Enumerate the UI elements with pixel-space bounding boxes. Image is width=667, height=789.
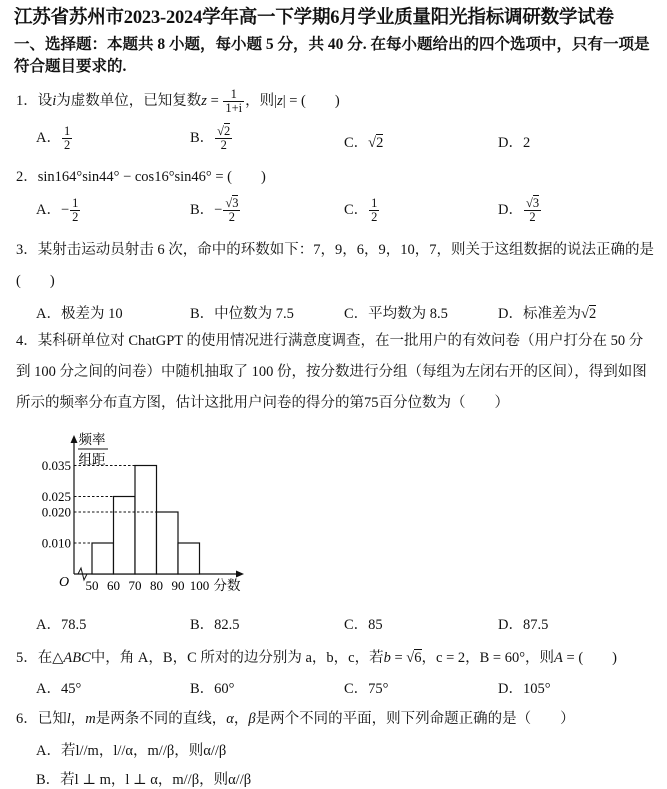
q1-option-b[interactable]: B． $\frac{√2}{2}$ (190, 124, 231, 152)
q1-option-c[interactable]: C．√2 (344, 135, 384, 151)
histogram-bar (92, 543, 114, 574)
question-5-stem: 5．在△ABC中，角 A，B，C 所对的边分别为 a，b，c，若b = √6，c = 2，B = 60°，则A = ( ) (16, 650, 617, 666)
question-2-stem: 2．sin164°sin44° − cos16°sin46° = ( ) (16, 169, 266, 185)
q3-option-b[interactable]: B．中位数为 7.5 (190, 306, 294, 322)
question-3-paren: ( ) (16, 273, 55, 289)
frequency-histogram (30, 428, 260, 603)
q1-option-d[interactable]: D．2 (498, 135, 531, 151)
x-axis-arrow (236, 571, 244, 578)
question-1-stem: 1．设i为虚数单位，已知复数z = $\frac{1}{1+i}$ ，则|z| = ( ) (16, 87, 340, 115)
y-tick-label: 0.010 (41, 535, 71, 551)
histogram-bar (157, 512, 179, 574)
y-label-top: 频率 (78, 432, 106, 447)
q4-option-b[interactable]: B．82.5 (190, 617, 240, 633)
x-tick-label: 100 (189, 578, 210, 593)
y-tick-label: 0.020 (41, 504, 71, 520)
q5-option-a[interactable]: A．45° (36, 681, 82, 697)
q6-option-b[interactable]: B．若l ⊥ m，l ⊥ α，m//β，则α//β (36, 772, 252, 788)
x-tick-label: 50 (85, 578, 99, 593)
page-title: 江苏省苏州市2023-2024学年高一下学期6月学业质量阳光指标调研数学试卷 (14, 8, 614, 28)
y-label-bottom: 组距 (78, 452, 106, 467)
q4-option-a[interactable]: A．78.5 (36, 617, 87, 633)
section-heading: 一、选择题：本题共 8 小题，每小题 5 分，共 40 分. 在每小题给出的四个选项中，只有一项是符合题目要求的. (14, 36, 650, 75)
q3-option-d[interactable]: D．标准差为√2 (498, 306, 597, 322)
q2-option-b[interactable]: B．− $\frac{√3}{2}$ (190, 196, 239, 224)
q5-option-b[interactable]: B．60° (190, 681, 235, 697)
q4-option-c[interactable]: C．85 (344, 617, 383, 633)
q1-option-a[interactable]: A． $\frac{1}{2}$ (36, 124, 71, 152)
x-tick-label: 80 (150, 578, 163, 593)
q3-option-c[interactable]: C．平均数为 8.5 (344, 306, 448, 322)
q5-option-d[interactable]: D．105° (498, 681, 551, 697)
question-3-stem: 3．某射击运动员射击 6 次，命中的环数如下：7，9，6，9，10，7，则关于这组数据的说法正确的是 (16, 242, 654, 258)
histogram-bar (178, 543, 200, 574)
q6-option-a[interactable]: A．若l//m，l//α，m//β，则α//β (36, 743, 227, 759)
q2-option-c[interactable]: C． $\frac{1}{2}$ (344, 196, 378, 224)
q5-option-c[interactable]: C．75° (344, 681, 389, 697)
origin-label: O (58, 575, 70, 590)
x-tick-label: 90 (171, 578, 185, 593)
x-tick-label: 70 (128, 578, 142, 593)
q3-option-a[interactable]: A．极差为 10 (36, 306, 123, 322)
q4-option-d[interactable]: D．87.5 (498, 617, 549, 633)
histogram-bar (114, 497, 136, 575)
y-tick-label: 0.035 (41, 458, 71, 473)
q2-option-a[interactable]: A．− $\frac{1}{2}$ (36, 196, 79, 224)
question-6-stem: 6．已知l，m是两条不同的直线，α，β是两个不同的平面，则下列命题正确的是（ ） (16, 711, 575, 727)
y-axis-arrow (71, 435, 78, 443)
x-axis-label: 分数 (213, 578, 241, 593)
question-4-stem: 4．某科研单位对 ChatGPT 的使用情况进行满意度调查，在一批用户的有效问卷（用户打分在 50 分到 100 分之间的问卷）中随机抽取了 100 份，按分数进行分组（每组为左闭右开的区间），得到如图所示的频率分布直方图，估计这批用户问卷的得分的第75百分位数为（ ） (16, 333, 647, 411)
histogram-bar (135, 466, 157, 575)
x-tick-label: 60 (107, 578, 120, 593)
y-tick-label: 0.025 (41, 489, 71, 504)
q2-option-d[interactable]: D． $\frac{√3}{2}$ (498, 196, 540, 224)
